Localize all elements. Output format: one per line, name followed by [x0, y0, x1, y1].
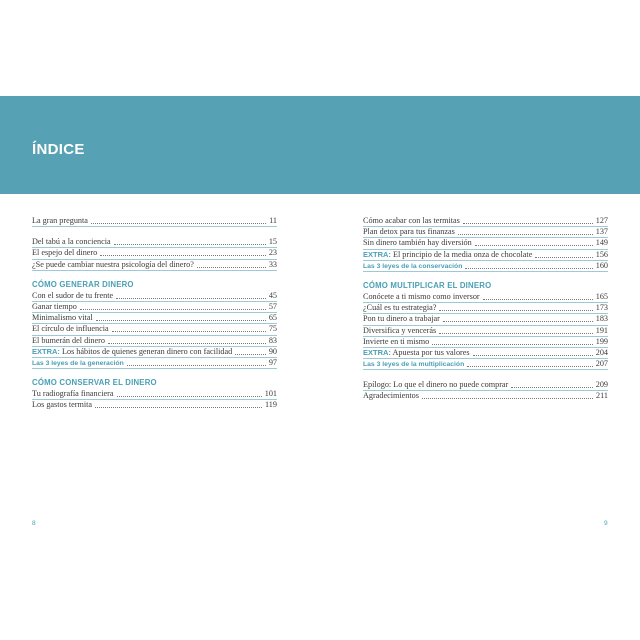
leader-dots	[127, 358, 266, 366]
section-heading: CÓMO GENERAR DINERO	[32, 279, 134, 289]
toc-entry[interactable]: Del tabú a la conciencia 15	[32, 237, 277, 248]
toc-entry[interactable]: Cómo acabar con las termitas 127	[363, 216, 608, 227]
leader-dots	[235, 347, 266, 355]
toc-entry[interactable]: Diversifica y vencerás 191	[363, 326, 608, 337]
toc-entry-laws[interactable]: Las 3 leyes de la multiplicación 207	[363, 359, 608, 370]
toc-entry[interactable]: Epílogo: Lo que el dinero no puede comprar 209	[363, 380, 608, 391]
leader-dots	[117, 389, 262, 397]
toc-entry[interactable]: Plan detox para tus finanzas 137	[363, 227, 608, 238]
leader-dots	[91, 216, 266, 224]
leader-dots	[473, 348, 593, 356]
toc-entry[interactable]: El bumerán del dinero 83	[32, 336, 277, 347]
toc-entry[interactable]: El círculo de influencia 75	[32, 324, 277, 335]
page-title: ÍNDICE	[32, 141, 85, 158]
toc-right-column	[363, 216, 608, 402]
header-banner	[0, 96, 640, 194]
toc-entry[interactable]: Ganar tiempo 57	[32, 302, 277, 313]
leader-dots	[114, 237, 266, 245]
toc-entry[interactable]: El espejo del dinero 23	[32, 248, 277, 259]
leader-dots	[458, 227, 593, 235]
leader-dots	[116, 291, 266, 299]
leader-dots	[463, 216, 593, 224]
section-heading: CÓMO CONSERVAR EL DINERO	[32, 378, 157, 388]
toc-entry[interactable]: La gran pregunta 11	[32, 216, 277, 227]
page-number-right: 9	[604, 520, 608, 527]
leader-dots	[95, 400, 262, 408]
leader-dots	[432, 337, 593, 345]
toc-entry[interactable]: ¿Cuál es tu estrategia? 173	[363, 303, 608, 314]
leader-dots	[96, 313, 266, 321]
extra-tag: EXTRA:	[363, 249, 391, 259]
toc-entry-laws[interactable]: Las 3 leyes de la conservación 160	[363, 261, 608, 272]
toc-entry[interactable]: Invierte en ti mismo 199	[363, 337, 608, 348]
page-number-left: 8	[32, 520, 36, 527]
leader-dots	[197, 260, 266, 268]
leader-dots	[511, 380, 592, 388]
leader-dots	[439, 303, 592, 311]
toc-entry-extra[interactable]: EXTRA: Apuesta por tus valores 204	[363, 348, 608, 359]
leader-dots	[112, 324, 266, 332]
toc-entry-extra[interactable]: EXTRA: Los hábitos de quienes generan dinero con facilidad 90	[32, 347, 277, 358]
leader-dots	[475, 238, 593, 246]
extra-tag: EXTRA:	[32, 346, 60, 356]
leader-dots	[100, 248, 266, 256]
toc-entry[interactable]: Pon tu dinero a trabajar 183	[363, 314, 608, 325]
toc-entry[interactable]: Sin dinero también hay diversión 149	[363, 238, 608, 249]
extra-tag: EXTRA:	[363, 347, 391, 357]
toc-entry[interactable]: Con el sudor de tu frente 45	[32, 291, 277, 302]
leader-dots	[422, 391, 593, 399]
toc-entry-extra[interactable]: EXTRA: El principio de la media onza de chocolate 156	[363, 250, 608, 261]
toc-entry-laws[interactable]: Las 3 leyes de la generación 97	[32, 358, 277, 369]
toc-entry[interactable]: Conócete a ti mismo como inversor 165	[363, 292, 608, 303]
leader-dots	[443, 314, 593, 322]
toc-entry[interactable]: Los gastos termita 119	[32, 400, 277, 410]
toc-entry[interactable]: Tu radiografía financiera 101	[32, 389, 277, 400]
leader-dots	[467, 359, 592, 367]
leader-dots	[483, 292, 593, 300]
toc-entry[interactable]: Agradecimientos 211	[363, 391, 608, 401]
leader-dots	[439, 326, 593, 334]
section-heading: CÓMO MULTIPLICAR EL DINERO	[363, 280, 492, 290]
leader-dots	[465, 261, 592, 269]
toc-entry[interactable]: ¿Se puede cambiar nuestra psicología del dinero? 33	[32, 260, 277, 271]
leader-dots	[535, 250, 592, 258]
leader-dots	[108, 336, 266, 344]
toc-entry[interactable]: Minimalismo vital 65	[32, 313, 277, 324]
leader-dots	[80, 302, 266, 310]
toc-left-column	[32, 216, 277, 410]
